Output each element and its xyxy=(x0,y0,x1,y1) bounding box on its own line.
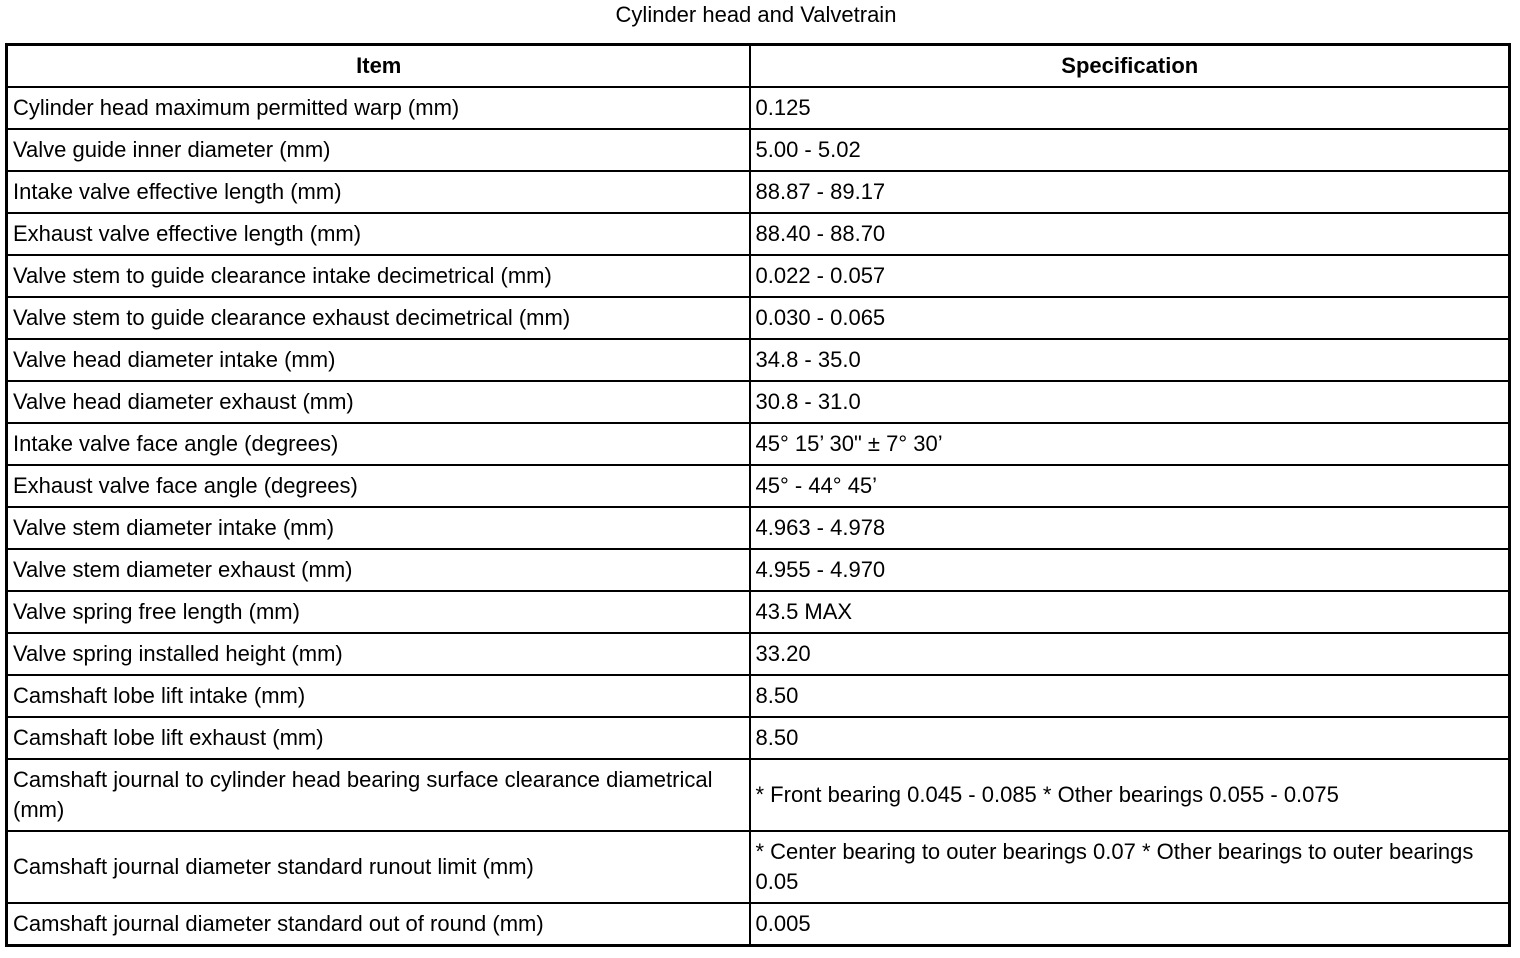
table-row xyxy=(7,903,1510,946)
spec-cell: 88.87 - 89.17 xyxy=(750,171,1510,213)
item-cell: Valve guide inner diameter (mm) xyxy=(7,129,750,171)
item-cell: Exhaust valve effective length (mm) xyxy=(7,213,750,255)
spec-cell: 4.955 - 4.970 xyxy=(750,549,1510,591)
table-row xyxy=(7,549,1510,591)
spec-cell: 5.00 - 5.02 xyxy=(750,129,1510,171)
spec-cell: 0.022 - 0.057 xyxy=(750,255,1510,297)
spec-cell: 4.963 - 4.978 xyxy=(750,507,1510,549)
spec-cell: 8.50 xyxy=(750,675,1510,717)
table-row xyxy=(7,759,1510,831)
item-cell: Valve stem diameter intake (mm) xyxy=(7,507,750,549)
item-cell: Valve spring free length (mm) xyxy=(7,591,750,633)
table-row xyxy=(7,633,1510,675)
table-row xyxy=(7,423,1510,465)
item-cell: Camshaft journal to cylinder head bearing surface clearance diametrical (mm) xyxy=(7,759,750,831)
spec-cell: 30.8 - 31.0 xyxy=(750,381,1510,423)
item-cell: Camshaft journal diameter standard out of round (mm) xyxy=(7,903,750,946)
item-cell: Camshaft journal diameter standard runout limit (mm) xyxy=(7,831,750,903)
item-cell: Valve spring installed height (mm) xyxy=(7,633,750,675)
spec-cell: 0.030 - 0.065 xyxy=(750,297,1510,339)
table-row xyxy=(7,591,1510,633)
spec-cell: * Front bearing 0.045 - 0.085 * Other bearings 0.055 - 0.075 xyxy=(750,759,1510,831)
table-row xyxy=(7,507,1510,549)
item-cell: Intake valve face angle (degrees) xyxy=(7,423,750,465)
spec-cell: * Center bearing to outer bearings 0.07 * Other bearings to outer bearings 0.05 xyxy=(750,831,1510,903)
table-row xyxy=(7,831,1510,903)
spec-cell: 33.20 xyxy=(750,633,1510,675)
table-row xyxy=(7,465,1510,507)
spec-cell: 34.8 - 35.0 xyxy=(750,339,1510,381)
spec-cell: 43.5 MAX xyxy=(750,591,1510,633)
table-row xyxy=(7,381,1510,423)
spec-cell: 45° 15’ 30" ± 7° 30’ xyxy=(750,423,1510,465)
table-row xyxy=(7,129,1510,171)
spec-cell: 88.40 - 88.70 xyxy=(750,213,1510,255)
item-cell: Valve head diameter exhaust (mm) xyxy=(7,381,750,423)
spec-cell: 0.005 xyxy=(750,903,1510,946)
spec-cell: 8.50 xyxy=(750,717,1510,759)
spec-cell: 0.125 xyxy=(750,87,1510,129)
item-cell: Exhaust valve face angle (degrees) xyxy=(7,465,750,507)
table-row xyxy=(7,675,1510,717)
table-row xyxy=(7,87,1510,129)
item-cell: Valve stem diameter exhaust (mm) xyxy=(7,549,750,591)
item-cell: Intake valve effective length (mm) xyxy=(7,171,750,213)
page-title: Cylinder head and Valvetrain xyxy=(615,2,897,27)
spec-cell: 45° - 44° 45’ xyxy=(750,465,1510,507)
table-row xyxy=(7,297,1510,339)
table-row xyxy=(7,213,1510,255)
item-cell: Camshaft lobe lift exhaust (mm) xyxy=(7,717,750,759)
table-header-row xyxy=(7,45,1510,88)
table-row xyxy=(7,255,1510,297)
item-cell: Valve stem to guide clearance intake decimetrical (mm) xyxy=(7,255,750,297)
item-cell: Cylinder head maximum permitted warp (mm) xyxy=(7,87,750,129)
specification-table xyxy=(5,43,1511,947)
column-header-specification: Specification xyxy=(750,45,1510,88)
column-header-item: Item xyxy=(7,45,750,88)
item-cell: Valve stem to guide clearance exhaust decimetrical (mm) xyxy=(7,297,750,339)
table-row xyxy=(7,717,1510,759)
item-cell: Camshaft lobe lift intake (mm) xyxy=(7,675,750,717)
table-row xyxy=(7,339,1510,381)
table-row xyxy=(7,171,1510,213)
item-cell: Valve head diameter intake (mm) xyxy=(7,339,750,381)
